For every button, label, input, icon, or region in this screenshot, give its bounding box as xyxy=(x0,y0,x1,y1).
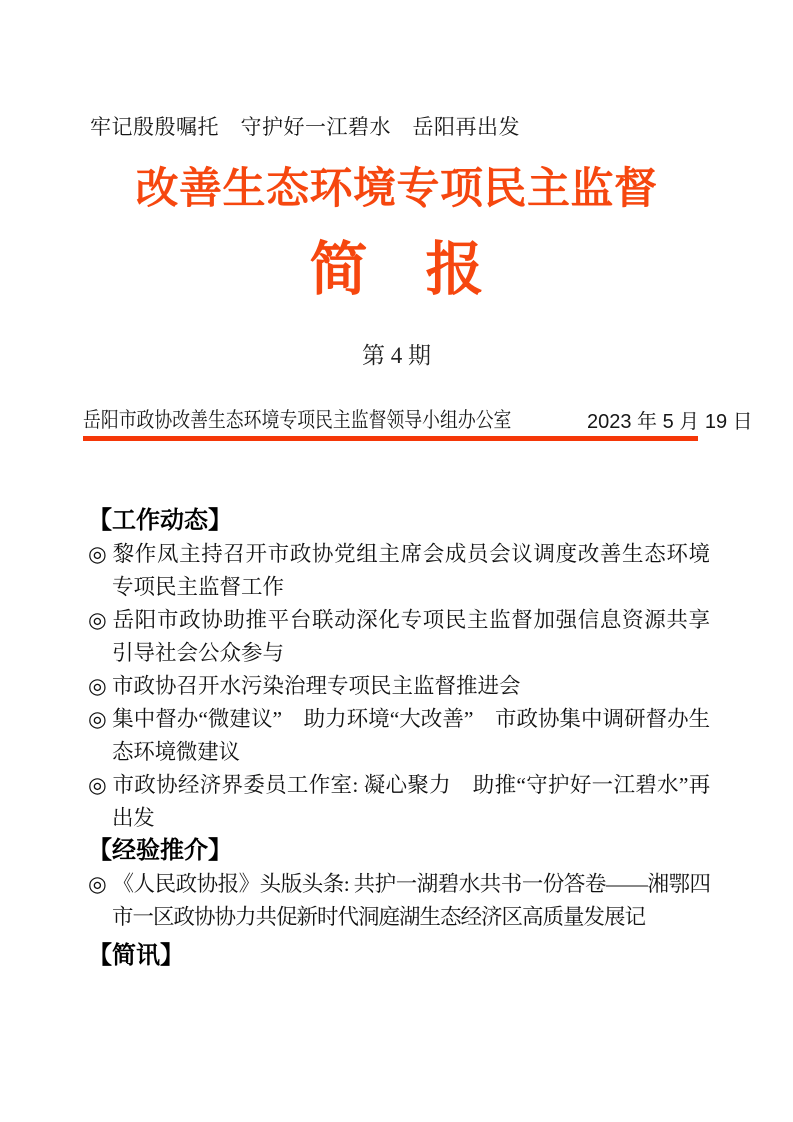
table-of-contents xyxy=(88,505,710,973)
list-item-text: 岳阳市政协助推平台联动深化专项民主监督加强信息资源共享引导社会公众参与 xyxy=(112,608,710,665)
bullseye-bullet-icon: ◎ xyxy=(88,707,107,731)
list-item xyxy=(88,868,710,934)
bullseye-bullet-icon: ◎ xyxy=(88,872,106,896)
list-item xyxy=(88,538,710,604)
bullseye-bullet-icon: ◎ xyxy=(88,674,107,698)
issue-number: 第 4 期 xyxy=(362,343,431,368)
masthead-slogan: 牢记殷殷嘱托 守护好一江碧水 岳阳再出发 xyxy=(90,116,520,139)
issuer-name: 岳阳市政协改善生态环境专项民主监督领导小组办公室 xyxy=(83,409,512,432)
list-item-text: 黎作凤主持召开市政协党组主席会成员会议调度改善生态环境专项民主监督工作 xyxy=(112,542,710,599)
issuer-row xyxy=(83,404,753,434)
issue-date: 2023 年 5 月 19 日 xyxy=(587,411,753,433)
masthead-divider-rule xyxy=(83,436,698,441)
list-item xyxy=(88,703,710,769)
bullseye-bullet-icon: ◎ xyxy=(88,608,107,632)
list-item xyxy=(88,769,710,835)
list-item xyxy=(88,604,710,670)
list-item-text: 市政协召开水污染治理专项民主监督推进会 xyxy=(112,674,521,698)
list-item-text: 集中督办“微建议” 助力环境“大改善” 市政协集中调研督办生态环境微建议 xyxy=(112,707,710,764)
main-title: 改善生态环境专项民主监督 xyxy=(135,166,658,213)
section-heading-briefs: 【简讯】 xyxy=(88,943,184,969)
section-heading-experience: 【经验推介】 xyxy=(88,838,232,864)
list-item-text: 市政协经济界委员工作室: 凝心聚力 助推“守护好一江碧水”再出发 xyxy=(112,773,710,830)
sub-title-jianbao: 简 报 xyxy=(309,237,484,302)
section-heading-work-dynamics: 【工作动态】 xyxy=(88,508,232,534)
bullseye-bullet-icon: ◎ xyxy=(88,773,107,797)
list-item xyxy=(88,670,710,703)
bullseye-bullet-icon: ◎ xyxy=(88,542,107,566)
list-item-text: 《人民政协报》头版头条: 共护一湖碧水共书一份答卷——湘鄂四市一区政协协力共促新时代洞庭湖生态经济区高质量发展记 xyxy=(112,872,710,929)
